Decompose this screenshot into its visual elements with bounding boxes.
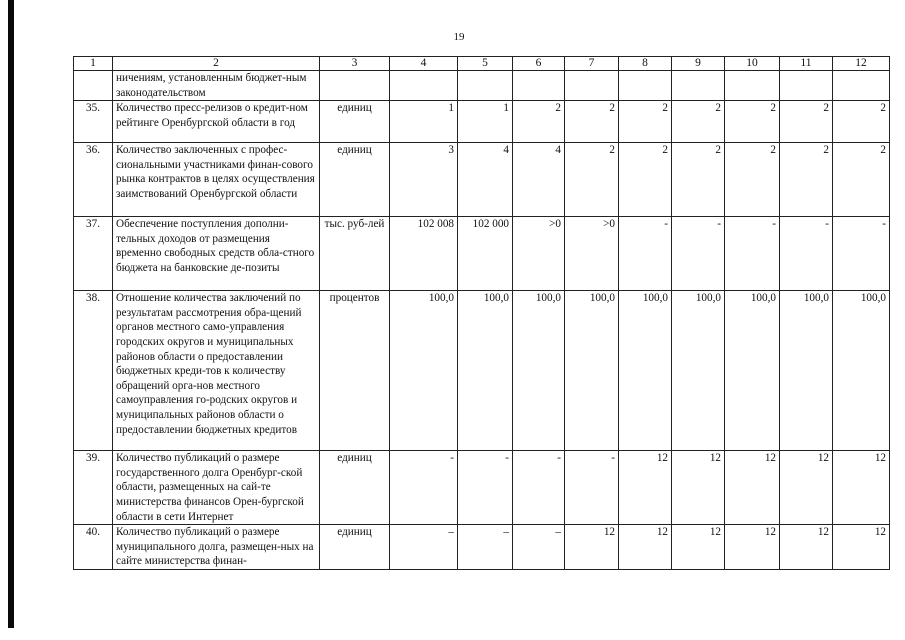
column-number-header-row xyxy=(74,57,890,71)
year-value: 2 xyxy=(619,101,672,143)
unit-of-measure xyxy=(320,71,390,101)
year-value: 12 xyxy=(619,451,672,525)
table-body xyxy=(74,57,890,570)
indicator-name: Обеспечение поступления дополни-тельных доходов от размещения временно свободных средств обла-стного бюджета на банковские де-позиты xyxy=(113,217,320,291)
column-number-header: 8 xyxy=(619,57,672,71)
year-value: >0 xyxy=(513,217,565,291)
year-value: 2 xyxy=(565,101,619,143)
year-value: - xyxy=(833,217,890,291)
year-value: 4 xyxy=(513,143,565,217)
indicator-name: Количество публикаций о размере государственного долга Оренбург-ской области, размещенных на сай-те министерства финансов Орен-бургской области в сети Интернет xyxy=(113,451,320,525)
table-row xyxy=(74,291,890,451)
year-value: 12 xyxy=(619,525,672,570)
year-value: - xyxy=(672,217,725,291)
table-row xyxy=(74,71,890,101)
column-number-header: 7 xyxy=(565,57,619,71)
year-value: - xyxy=(390,451,458,525)
column-number-header: 1 xyxy=(74,57,113,71)
indicator-name: Количество пресс-релизов о кредит-ном рейтинге Оренбургской области в год xyxy=(113,101,320,143)
row-number: 38. xyxy=(74,291,113,451)
indicator-name: Количество публикаций о размере муниципального долга, размещен-ных на сайте министерства финан- xyxy=(113,525,320,570)
unit-of-measure: тыс. руб-лей xyxy=(320,217,390,291)
year-value: 2 xyxy=(672,143,725,217)
year-value: 12 xyxy=(833,525,890,570)
year-value: 1 xyxy=(390,101,458,143)
table-row xyxy=(74,451,890,525)
year-value: 100,0 xyxy=(458,291,513,451)
column-number-header: 6 xyxy=(513,57,565,71)
year-value: 100,0 xyxy=(390,291,458,451)
column-number-header: 4 xyxy=(390,57,458,71)
row-number: 37. xyxy=(74,217,113,291)
year-value: 100,0 xyxy=(565,291,619,451)
column-number-header: 10 xyxy=(725,57,780,71)
indicator-name: Отношение количества заключений по результатам рассмотрения обра-щений органов местного само-управления городских округов и муниципальных районов области о предоставлении бюджетных креди-тов к количеству обращений орга-нов местного самоуправления го-родских округов и муниципальных районов области о предоставлении бюджетных кредитов xyxy=(113,291,320,451)
year-value: 100,0 xyxy=(513,291,565,451)
year-value: 1 xyxy=(458,101,513,143)
year-value xyxy=(725,71,780,101)
year-value: - xyxy=(725,217,780,291)
year-value: 102 008 xyxy=(390,217,458,291)
table-row xyxy=(74,143,890,217)
year-value: 4 xyxy=(458,143,513,217)
year-value: – xyxy=(390,525,458,570)
year-value: 100,0 xyxy=(619,291,672,451)
year-value: 12 xyxy=(780,525,833,570)
table-row xyxy=(74,217,890,291)
unit-of-measure: единиц xyxy=(320,525,390,570)
page-edge-bar xyxy=(8,0,14,628)
year-value: 2 xyxy=(780,143,833,217)
row-number: 39. xyxy=(74,451,113,525)
year-value: - xyxy=(780,217,833,291)
year-value xyxy=(458,71,513,101)
year-value: 100,0 xyxy=(833,291,890,451)
indicator-name: ничениям, установленным бюджет-ным законодательством xyxy=(113,71,320,101)
year-value: 2 xyxy=(619,143,672,217)
year-value: 2 xyxy=(780,101,833,143)
year-value: 12 xyxy=(725,525,780,570)
year-value: 2 xyxy=(672,101,725,143)
year-value: 2 xyxy=(565,143,619,217)
year-value: 2 xyxy=(833,101,890,143)
year-value: 12 xyxy=(833,451,890,525)
year-value: 12 xyxy=(780,451,833,525)
unit-of-measure: единиц xyxy=(320,451,390,525)
year-value: 2 xyxy=(725,101,780,143)
year-value: 12 xyxy=(672,525,725,570)
year-value: 100,0 xyxy=(725,291,780,451)
column-number-header: 3 xyxy=(320,57,390,71)
year-value: - xyxy=(619,217,672,291)
year-value: – xyxy=(458,525,513,570)
column-number-header: 11 xyxy=(780,57,833,71)
year-value xyxy=(619,71,672,101)
indicators-table xyxy=(73,56,890,570)
year-value: 12 xyxy=(672,451,725,525)
year-value: - xyxy=(565,451,619,525)
column-number-header: 9 xyxy=(672,57,725,71)
unit-of-measure: единиц xyxy=(320,143,390,217)
table-row xyxy=(74,525,890,570)
row-number: 40. xyxy=(74,525,113,570)
year-value xyxy=(833,71,890,101)
year-value xyxy=(390,71,458,101)
year-value xyxy=(780,71,833,101)
row-number: 35. xyxy=(74,101,113,143)
year-value xyxy=(513,71,565,101)
year-value: - xyxy=(513,451,565,525)
year-value xyxy=(565,71,619,101)
year-value: 3 xyxy=(390,143,458,217)
table-row xyxy=(74,101,890,143)
year-value: – xyxy=(513,525,565,570)
year-value: 100,0 xyxy=(780,291,833,451)
year-value: 2 xyxy=(513,101,565,143)
unit-of-measure: единиц xyxy=(320,101,390,143)
year-value: 12 xyxy=(565,525,619,570)
indicator-name: Количество заключенных с профес-сиональными участниками финан-сового рынка контрактов в целях осуществления заимствований Оренбургской области xyxy=(113,143,320,217)
year-value: 100,0 xyxy=(672,291,725,451)
column-number-header: 2 xyxy=(113,57,320,71)
unit-of-measure: процентов xyxy=(320,291,390,451)
column-number-header: 12 xyxy=(833,57,890,71)
page-number: 19 xyxy=(453,31,465,43)
year-value: 2 xyxy=(725,143,780,217)
row-number xyxy=(74,71,113,101)
year-value: >0 xyxy=(565,217,619,291)
row-number: 36. xyxy=(74,143,113,217)
year-value: 102 000 xyxy=(458,217,513,291)
year-value: 2 xyxy=(833,143,890,217)
column-number-header: 5 xyxy=(458,57,513,71)
year-value xyxy=(672,71,725,101)
year-value: - xyxy=(458,451,513,525)
year-value: 12 xyxy=(725,451,780,525)
